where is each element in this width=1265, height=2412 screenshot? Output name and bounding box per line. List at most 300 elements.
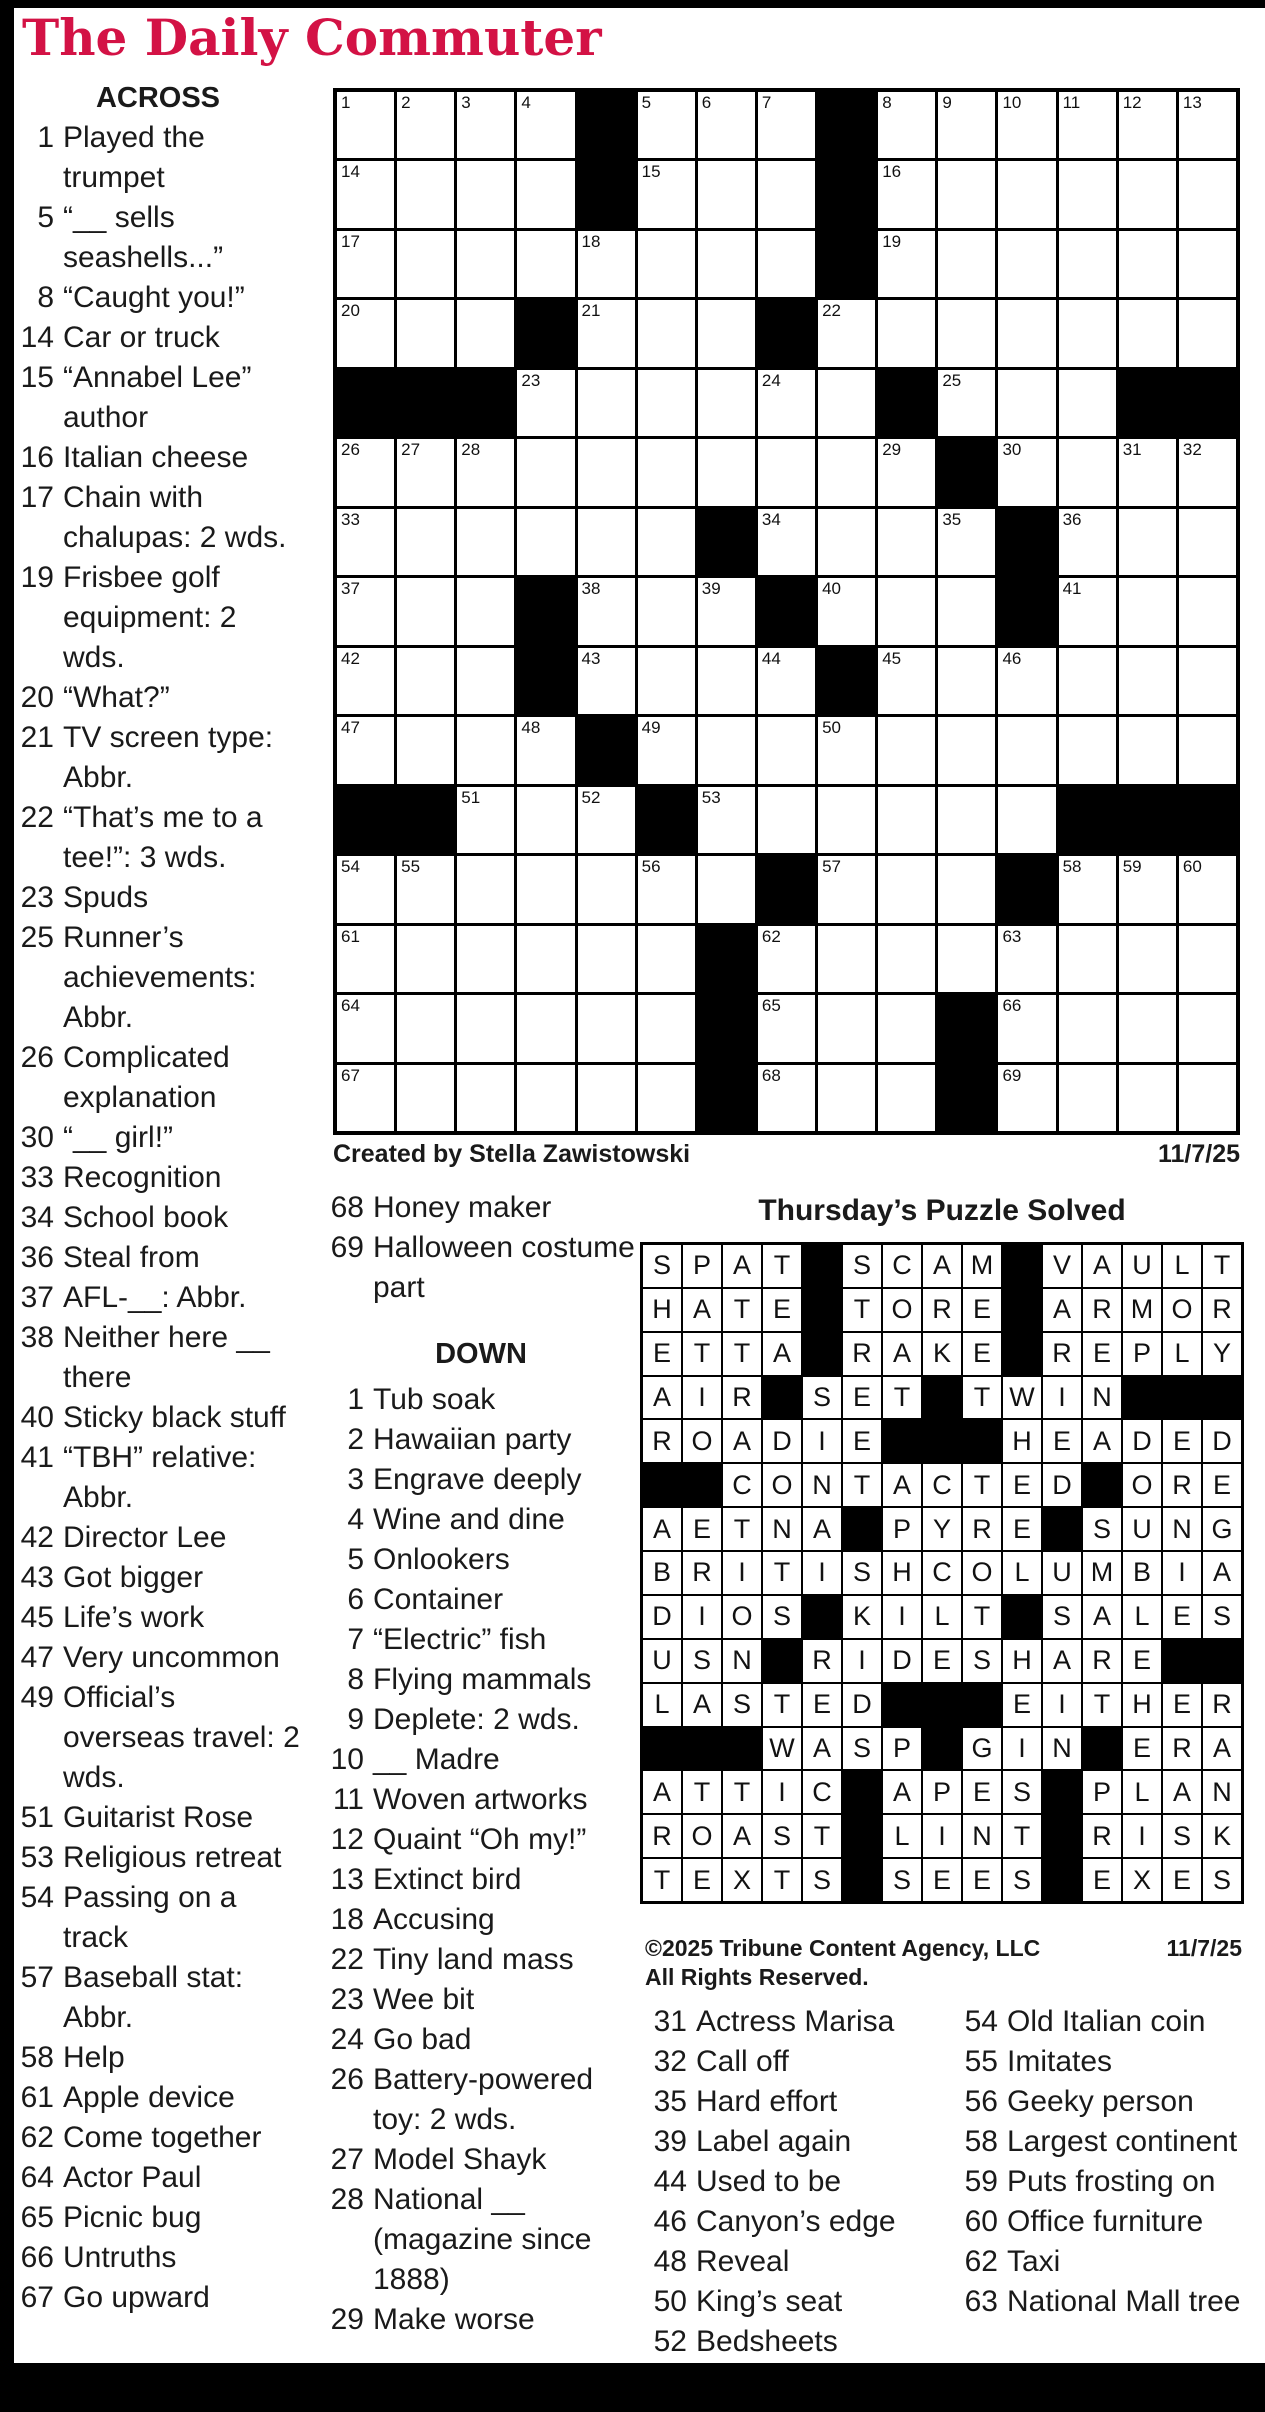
puzzle-cell[interactable] <box>1179 161 1236 227</box>
puzzle-cell[interactable] <box>457 300 514 366</box>
puzzle-cell[interactable] <box>517 1065 574 1131</box>
clue-number: 60 <box>964 2205 998 2238</box>
clue-text: Sticky black stuff <box>63 1401 286 1434</box>
puzzle-cell[interactable] <box>998 300 1055 366</box>
solution-cell: R <box>963 1508 1001 1550</box>
puzzle-cell[interactable] <box>337 578 394 644</box>
puzzle-cell[interactable] <box>998 370 1055 436</box>
puzzle-cell[interactable] <box>998 439 1055 505</box>
puzzle-cell[interactable] <box>758 92 815 158</box>
solution-cell: H <box>1003 1420 1041 1462</box>
puzzle-cell[interactable] <box>878 1065 935 1131</box>
puzzle-cell[interactable] <box>938 231 995 297</box>
puzzle-cell[interactable] <box>578 370 635 436</box>
block-cell <box>1179 370 1236 436</box>
puzzle-cell[interactable] <box>698 370 755 436</box>
cell-number: 25 <box>942 370 962 390</box>
clue-item <box>322 2060 640 2140</box>
solution-cell: U <box>1043 1552 1081 1594</box>
clue-number: 62 <box>964 2245 998 2278</box>
puzzle-cell[interactable] <box>578 439 635 505</box>
puzzle-cell[interactable] <box>578 787 635 853</box>
puzzle-cell[interactable] <box>1059 370 1116 436</box>
puzzle-cell[interactable] <box>758 1065 815 1131</box>
puzzle-cell[interactable] <box>578 231 635 297</box>
clue-item <box>12 2278 304 2318</box>
puzzle-cell[interactable] <box>337 161 394 227</box>
clue-number: 64 <box>20 2161 54 2194</box>
block-cell <box>1203 1640 1241 1682</box>
puzzle-cell[interactable] <box>638 578 695 644</box>
puzzle-cell[interactable] <box>638 370 695 436</box>
puzzle-cell[interactable] <box>1059 161 1116 227</box>
solution-cell: I <box>1163 1552 1201 1594</box>
puzzle-cell[interactable] <box>397 1065 454 1131</box>
puzzle-cell[interactable] <box>1059 648 1116 714</box>
clue-item <box>956 2042 1256 2082</box>
puzzle-cell[interactable] <box>578 300 635 366</box>
puzzle-cell[interactable] <box>818 1065 875 1131</box>
puzzle-cell[interactable] <box>517 926 574 992</box>
solution-cell: O <box>883 1289 921 1331</box>
puzzle-cell[interactable] <box>578 1065 635 1131</box>
puzzle-cell[interactable] <box>878 648 935 714</box>
solution-cell: C <box>923 1552 961 1594</box>
puzzle-cell[interactable] <box>938 926 995 992</box>
puzzle-cell[interactable] <box>1179 717 1236 783</box>
clue-item <box>645 2282 940 2322</box>
puzzle-cell[interactable] <box>397 648 454 714</box>
puzzle-cell[interactable] <box>758 509 815 575</box>
puzzle-cell[interactable] <box>998 717 1055 783</box>
puzzle-cell[interactable] <box>938 370 995 436</box>
solution-cell: R <box>843 1333 881 1375</box>
solution-cell: R <box>1043 1333 1081 1375</box>
cell-number: 41 <box>1062 579 1082 599</box>
solution-cell: A <box>1043 1289 1081 1331</box>
puzzle-cell[interactable] <box>878 92 935 158</box>
puzzle-cell[interactable] <box>578 648 635 714</box>
block-cell <box>843 1508 881 1550</box>
puzzle-cell[interactable] <box>1119 92 1176 158</box>
clue-item <box>12 1438 304 1518</box>
clue-item <box>12 1958 304 2038</box>
puzzle-cell[interactable] <box>758 439 815 505</box>
solution-cell: Y <box>1203 1333 1241 1375</box>
clue-text: King’s seat <box>696 2285 843 2318</box>
puzzle-cell[interactable] <box>397 926 454 992</box>
puzzle-cell[interactable] <box>1119 648 1176 714</box>
cell-number: 36 <box>1062 509 1082 529</box>
puzzle-cell[interactable] <box>457 648 514 714</box>
puzzle-cell[interactable] <box>517 161 574 227</box>
clue-item <box>12 1158 304 1198</box>
puzzle-cell[interactable] <box>1059 578 1116 644</box>
clue-number: 9 <box>347 1703 364 1736</box>
solution-cell: A <box>643 1377 681 1419</box>
solution-cell: L <box>1163 1245 1201 1287</box>
puzzle-cell[interactable] <box>998 787 1055 853</box>
puzzle-cell[interactable] <box>698 787 755 853</box>
puzzle-cell[interactable] <box>1179 439 1236 505</box>
puzzle-cell[interactable] <box>1059 300 1116 366</box>
solution-cell: A <box>1043 1640 1081 1682</box>
puzzle-cell[interactable] <box>818 578 875 644</box>
puzzle-cell[interactable] <box>938 787 995 853</box>
puzzle-cell[interactable] <box>638 995 695 1061</box>
clue-item <box>645 2242 940 2282</box>
puzzle-cell[interactable] <box>938 300 995 366</box>
puzzle-cell[interactable] <box>638 856 695 922</box>
cell-number: 64 <box>341 996 360 1016</box>
clue-item <box>12 1598 304 1638</box>
puzzle-cell[interactable] <box>698 161 755 227</box>
puzzle-cell[interactable] <box>698 717 755 783</box>
puzzle-cell[interactable] <box>1119 717 1176 783</box>
clue-text: Very uncommon <box>63 1641 280 1674</box>
cell-number: 65 <box>761 996 781 1016</box>
puzzle-cell[interactable] <box>1119 1065 1176 1131</box>
solution-cell: E <box>963 1333 1001 1375</box>
clue-item <box>12 878 304 918</box>
clue-number: 47 <box>20 1641 54 1674</box>
puzzle-cell[interactable] <box>758 231 815 297</box>
puzzle-cell[interactable] <box>578 856 635 922</box>
puzzle-cell[interactable] <box>1119 509 1176 575</box>
puzzle-cell[interactable] <box>938 717 995 783</box>
cell-number: 34 <box>761 509 781 529</box>
puzzle-cell[interactable] <box>517 509 574 575</box>
puzzle-cell[interactable] <box>1119 856 1176 922</box>
solution-cell: A <box>683 1684 721 1726</box>
puzzle-cell[interactable] <box>517 231 574 297</box>
puzzle-cell[interactable] <box>818 300 875 366</box>
puzzle-cell[interactable] <box>578 995 635 1061</box>
puzzle-cell[interactable] <box>938 92 995 158</box>
solution-cell: M <box>1123 1289 1161 1331</box>
cell-number: 61 <box>341 926 360 946</box>
solution-cell: A <box>683 1289 721 1331</box>
cell-number: 19 <box>882 231 902 251</box>
puzzle-cell[interactable] <box>878 231 935 297</box>
solution-cell: E <box>963 1859 1001 1901</box>
puzzle-cell[interactable] <box>457 578 514 644</box>
puzzle-cell[interactable] <box>1059 995 1116 1061</box>
puzzle-cell[interactable] <box>878 926 935 992</box>
puzzle-cell[interactable] <box>878 856 935 922</box>
puzzle-cell[interactable] <box>397 995 454 1061</box>
solution-cell: L <box>1003 1552 1041 1594</box>
puzzle-cell[interactable] <box>938 856 995 922</box>
puzzle-cell[interactable] <box>517 995 574 1061</box>
puzzle-cell[interactable] <box>517 787 574 853</box>
puzzle-cell[interactable] <box>457 856 514 922</box>
puzzle-cell[interactable] <box>578 578 635 644</box>
solution-cell: E <box>1163 1420 1201 1462</box>
clue-text: Container <box>373 1583 504 1616</box>
puzzle-cell[interactable] <box>1059 439 1116 505</box>
puzzle-cell[interactable] <box>397 300 454 366</box>
clue-text: Taxi <box>1007 2245 1061 2278</box>
puzzle-cell[interactable] <box>1059 231 1116 297</box>
puzzle-cell[interactable] <box>397 231 454 297</box>
clue-number: 26 <box>20 1041 54 1074</box>
puzzle-cell[interactable] <box>818 787 875 853</box>
puzzle-cell[interactable] <box>698 856 755 922</box>
clue-item <box>12 1118 304 1158</box>
puzzle-cell[interactable] <box>1119 995 1176 1061</box>
puzzle-cell[interactable] <box>1179 856 1236 922</box>
solution-cell: R <box>1083 1289 1121 1331</box>
puzzle-cell[interactable] <box>457 717 514 783</box>
puzzle-cell[interactable] <box>1179 300 1236 366</box>
puzzle-cell[interactable] <box>638 1065 695 1131</box>
puzzle-cell[interactable] <box>698 92 755 158</box>
puzzle-cell[interactable] <box>878 787 935 853</box>
solution-cell: I <box>1123 1815 1161 1857</box>
solution-cell: P <box>883 1508 921 1550</box>
puzzle-cell[interactable] <box>758 995 815 1061</box>
solution-cell: K <box>1203 1815 1241 1857</box>
puzzle-cell[interactable] <box>938 161 995 227</box>
puzzle-cell[interactable] <box>337 509 394 575</box>
puzzle-cell[interactable] <box>818 439 875 505</box>
clue-number: 59 <box>964 2165 998 2198</box>
puzzle-cell[interactable] <box>517 439 574 505</box>
puzzle-cell[interactable] <box>457 231 514 297</box>
puzzle-cell[interactable] <box>818 509 875 575</box>
puzzle-cell[interactable] <box>758 717 815 783</box>
puzzle-cell[interactable] <box>1059 717 1116 783</box>
puzzle-cell[interactable] <box>758 926 815 992</box>
clue-number: 54 <box>20 1881 54 1914</box>
puzzle-cell[interactable] <box>517 92 574 158</box>
block-cell <box>878 370 935 436</box>
puzzle-cell[interactable] <box>1119 926 1176 992</box>
puzzle-cell[interactable] <box>818 717 875 783</box>
puzzle-cell[interactable] <box>517 370 574 436</box>
puzzle-cell[interactable] <box>457 92 514 158</box>
puzzle-cell[interactable] <box>337 717 394 783</box>
solution-cell: I <box>763 1771 801 1813</box>
clue-item <box>956 2122 1256 2162</box>
puzzle-cell[interactable] <box>998 161 1055 227</box>
puzzle-cell[interactable] <box>938 648 995 714</box>
puzzle-cell[interactable] <box>938 509 995 575</box>
puzzle-cell[interactable] <box>998 995 1055 1061</box>
block-cell <box>843 1815 881 1857</box>
clue-text: Honey maker <box>373 1191 552 1224</box>
solution-cell: A <box>1163 1771 1201 1813</box>
puzzle-cell[interactable] <box>1179 926 1236 992</box>
cell-number: 39 <box>701 579 721 599</box>
puzzle-cell[interactable] <box>457 787 514 853</box>
puzzle-cell[interactable] <box>1119 439 1176 505</box>
puzzle-cell[interactable] <box>878 439 935 505</box>
solution-cell: I <box>803 1552 841 1594</box>
solution-cell: P <box>883 1728 921 1770</box>
puzzle-cell[interactable] <box>337 856 394 922</box>
solution-cell: E <box>1083 1333 1121 1375</box>
puzzle-cell[interactable] <box>758 787 815 853</box>
puzzle-cell[interactable] <box>457 161 514 227</box>
puzzle-cell[interactable] <box>698 439 755 505</box>
solution-cell: U <box>1123 1508 1161 1550</box>
puzzle-cell[interactable] <box>1119 161 1176 227</box>
puzzle-cell[interactable] <box>998 648 1055 714</box>
cell-number: 18 <box>581 231 601 251</box>
clue-number: 33 <box>20 1161 54 1194</box>
clue-text: Call off <box>696 2045 789 2078</box>
puzzle-cell[interactable] <box>457 509 514 575</box>
clue-item <box>12 318 304 358</box>
puzzle-cell[interactable] <box>397 509 454 575</box>
puzzle-cell[interactable] <box>397 856 454 922</box>
puzzle-cell[interactable] <box>638 231 695 297</box>
puzzle-cell[interactable] <box>1059 1065 1116 1131</box>
puzzle-cell[interactable] <box>818 926 875 992</box>
solution-cell: R <box>1203 1289 1241 1331</box>
puzzle-cell[interactable] <box>578 509 635 575</box>
puzzle-cell[interactable] <box>337 648 394 714</box>
puzzle-cell[interactable] <box>698 231 755 297</box>
puzzle-cell[interactable] <box>998 231 1055 297</box>
puzzle-cell[interactable] <box>517 717 574 783</box>
clue-item <box>322 1740 640 1780</box>
puzzle-cell[interactable] <box>758 161 815 227</box>
clue-item <box>322 1540 640 1580</box>
puzzle-cell[interactable] <box>998 1065 1055 1131</box>
block-cell <box>517 648 574 714</box>
puzzle-cell[interactable] <box>638 300 695 366</box>
puzzle-cell[interactable] <box>337 926 394 992</box>
cell-number: 68 <box>761 1065 781 1085</box>
cell-number: 38 <box>581 579 601 599</box>
puzzle-cell[interactable] <box>397 92 454 158</box>
puzzle-cell[interactable] <box>397 717 454 783</box>
puzzle-cell[interactable] <box>638 439 695 505</box>
puzzle-cell[interactable] <box>698 578 755 644</box>
puzzle-cell[interactable] <box>397 578 454 644</box>
solution-cell: S <box>763 1815 801 1857</box>
puzzle-cell[interactable] <box>1059 926 1116 992</box>
puzzle-cell[interactable] <box>638 509 695 575</box>
puzzle-cell[interactable] <box>638 161 695 227</box>
solution-cell: E <box>923 1859 961 1901</box>
puzzle-cell[interactable] <box>457 926 514 992</box>
puzzle-cell[interactable] <box>337 300 394 366</box>
puzzle-cell[interactable] <box>1179 995 1236 1061</box>
clue-number: 52 <box>653 2325 687 2358</box>
puzzle-cell[interactable] <box>1119 231 1176 297</box>
puzzle-cell[interactable] <box>337 995 394 1061</box>
clue-number: 28 <box>330 2183 364 2216</box>
puzzle-cell[interactable] <box>1179 1065 1236 1131</box>
puzzle-cell[interactable] <box>758 370 815 436</box>
puzzle-cell[interactable] <box>397 161 454 227</box>
puzzle-cell[interactable] <box>878 300 935 366</box>
puzzle-cell[interactable] <box>938 578 995 644</box>
puzzle-cell[interactable] <box>457 439 514 505</box>
puzzle-cell[interactable] <box>878 509 935 575</box>
puzzle-cell[interactable] <box>1179 231 1236 297</box>
clue-number: 25 <box>20 921 54 954</box>
puzzle-cell[interactable] <box>1179 509 1236 575</box>
puzzle-cell[interactable] <box>1179 578 1236 644</box>
puzzle-cell[interactable] <box>1179 648 1236 714</box>
puzzle-cell[interactable] <box>878 717 935 783</box>
puzzle-cell[interactable] <box>638 648 695 714</box>
puzzle-cell[interactable] <box>878 161 935 227</box>
puzzle-cell[interactable] <box>638 92 695 158</box>
clue-number: 6 <box>347 1583 364 1616</box>
puzzle-cell[interactable] <box>1119 300 1176 366</box>
puzzle-cell[interactable] <box>878 578 935 644</box>
puzzle-cell[interactable] <box>1059 509 1116 575</box>
puzzle-cell[interactable] <box>578 926 635 992</box>
puzzle-cell[interactable] <box>818 995 875 1061</box>
clue-item <box>322 1580 640 1620</box>
puzzle-cell[interactable] <box>758 648 815 714</box>
clue-text: Religious retreat <box>63 1841 282 1874</box>
puzzle-cell[interactable] <box>397 439 454 505</box>
puzzle-cell[interactable] <box>457 995 514 1061</box>
puzzle-cell[interactable] <box>998 92 1055 158</box>
clue-number: 67 <box>20 2281 54 2314</box>
puzzle-cell[interactable] <box>1179 92 1236 158</box>
puzzle-cell[interactable] <box>457 1065 514 1131</box>
puzzle-cell[interactable] <box>1059 856 1116 922</box>
solution-cell: T <box>843 1289 881 1331</box>
puzzle-cell[interactable] <box>517 856 574 922</box>
puzzle-cell[interactable] <box>1059 92 1116 158</box>
solution-cell: S <box>1163 1815 1201 1857</box>
block-cell <box>923 1420 961 1462</box>
clue-item <box>322 2300 640 2340</box>
puzzle-cell[interactable] <box>337 1065 394 1131</box>
puzzle-cell[interactable] <box>818 370 875 436</box>
cell-number: 1 <box>341 93 351 112</box>
solution-cell: H <box>1003 1640 1041 1682</box>
block-cell <box>803 1596 841 1638</box>
block-cell <box>1043 1771 1081 1813</box>
solution-cell: N <box>963 1815 1001 1857</box>
cell-number: 57 <box>822 857 841 877</box>
puzzle-cell[interactable] <box>998 926 1055 992</box>
clue-item <box>645 2082 940 2122</box>
solution-cell: S <box>963 1640 1001 1682</box>
solution-cell: G <box>963 1728 1001 1770</box>
solution-cell: L <box>1163 1333 1201 1375</box>
puzzle-cell[interactable] <box>638 926 695 992</box>
cell-number: 63 <box>1002 926 1022 946</box>
puzzle-cell[interactable] <box>337 439 394 505</box>
puzzle-cell[interactable] <box>878 995 935 1061</box>
puzzle-cell[interactable] <box>638 717 695 783</box>
puzzle-cell[interactable] <box>698 300 755 366</box>
clue-item <box>956 2162 1256 2202</box>
clue-number: 26 <box>330 2063 364 2096</box>
solution-cell: D <box>1123 1420 1161 1462</box>
puzzle-cell[interactable] <box>1119 578 1176 644</box>
clue-text: AFL-__: Abbr. <box>63 1281 247 1314</box>
clue-text: Woven artworks <box>373 1783 588 1816</box>
clue-number: 16 <box>20 441 54 474</box>
puzzle-cell[interactable] <box>818 856 875 922</box>
puzzle-cell[interactable] <box>337 231 394 297</box>
puzzle-cell[interactable] <box>337 92 394 158</box>
puzzle-cell[interactable] <box>698 648 755 714</box>
